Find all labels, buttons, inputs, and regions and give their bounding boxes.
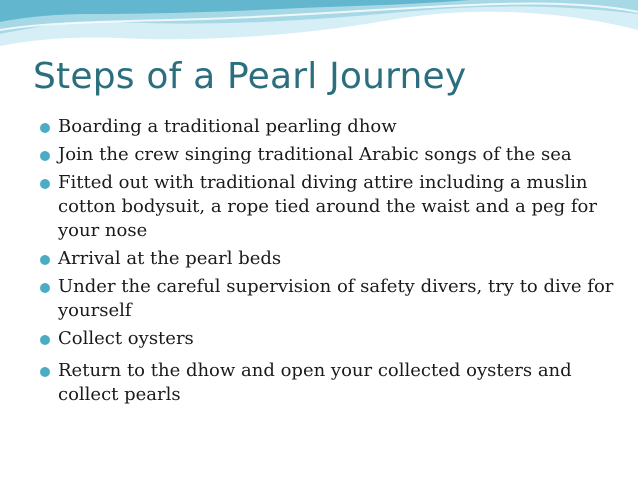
bullet-text: Collect oysters (58, 328, 194, 349)
bullet-dot (40, 367, 50, 377)
bullet-item (38, 275, 628, 323)
bullet-list (38, 115, 628, 411)
bullet-text: Under the careful supervision of safety divers, try to dive for yourself (58, 276, 614, 321)
bullet-text: Fitted out with traditional diving attire including a muslin cotton bodysuit, a rope tied around the waist and a peg for your nose (58, 172, 597, 241)
bullet-text: Boarding a traditional pearling dhow (58, 116, 397, 137)
bullet-dot (40, 255, 50, 265)
bullet-item (38, 359, 628, 407)
bullet-dot (40, 123, 50, 133)
bullet-dot (40, 179, 50, 189)
bullet-item (38, 143, 628, 167)
bullet-item (38, 171, 628, 243)
bullet-text: Arrival at the pearl beds (58, 248, 282, 269)
bullet-item (38, 247, 628, 271)
bullet-text: Join the crew singing traditional Arabic songs of the sea (58, 144, 572, 165)
slide-title: Steps of a Pearl Journey (33, 56, 467, 97)
bullet-dot (40, 335, 50, 345)
bullet-dot (40, 151, 50, 161)
bullet-text: Return to the dhow and open your collected oysters and collect pearls (58, 360, 572, 405)
bullet-dot (40, 283, 50, 293)
bullet-item (38, 327, 628, 351)
bullet-item (38, 115, 628, 139)
